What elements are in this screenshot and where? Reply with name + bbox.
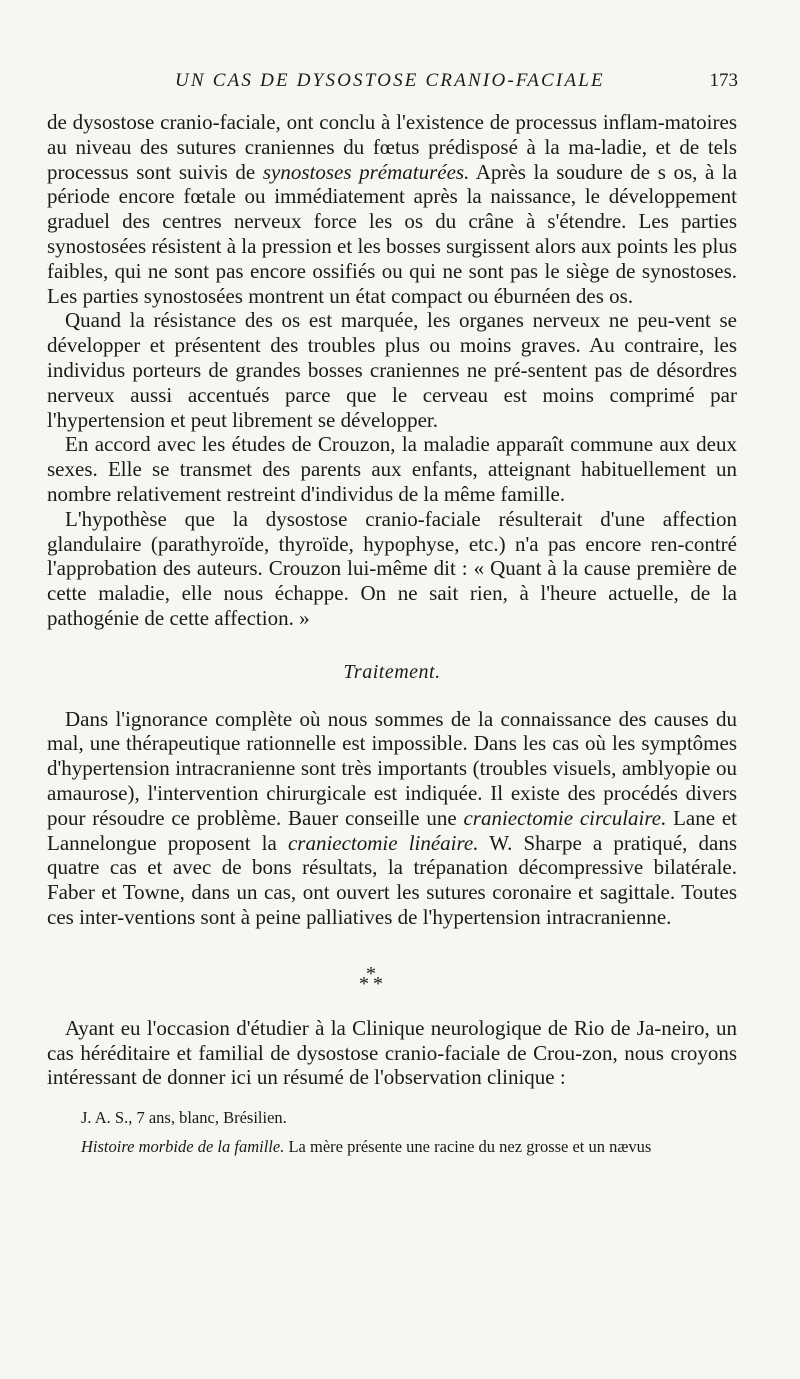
- paragraph-2: Quand la résistance des os est marquée, les organes nerveux ne peu-vent se développer et présentent des troubles plus ou moins graves. Au contraire, les individus porteurs de grandes bosses craniennes ne pré-sentent pas de désordres nerveux aussi accentués parce que le cerveau est moins comprimé par l'hypertension et peut librement se développer.: [47, 308, 737, 432]
- asterism-star-top: *: [366, 962, 376, 985]
- paragraph-1-text: de dysostose cranio-faciale, ont conclu à l'existence de processus inflam-matoires au niveau des sutures craniennes du fœtus prédisposé à la ma-ladie, et de tels processus sont suivis de: [47, 110, 737, 184]
- body-text: [47, 110, 737, 1159]
- paragraph-1: [47, 110, 737, 308]
- asterism-star-left: *: [359, 972, 369, 995]
- family-history-label: Histoire morbide de la famille.: [81, 1137, 285, 1157]
- family-history-line: [63, 1135, 737, 1159]
- paragraph-5-text-a: Dans l'ignorance complète où nous sommes de la connaissance des causes du mal, une thérapeutique rationnelle est impossible. Dans les cas où les symptômes d'hypertension intracranienne sont très importants (troubles visuels, amblyopie ou amaurose), l'intervention chirurgicale est indiquée. Il existe des procédés divers pour résoudre ce problème. Bauer conseille une: [47, 706, 737, 830]
- asterism-divider: [47, 940, 737, 1004]
- paragraph-5-text-b: Lane et Lannelongue proposent la: [47, 805, 737, 855]
- page-header: [150, 70, 738, 100]
- family-history-text: La mère présente une racine du nez grosse et un nævus: [288, 1137, 652, 1157]
- asterism-star-right: *: [373, 972, 383, 995]
- clinical-observation: [47, 1106, 737, 1159]
- running-title: UN CAS DE DYSOSTOSE CRANIO-FACIALE: [175, 70, 605, 91]
- paragraph-5: [47, 707, 737, 930]
- paragraph-4: L'hypothèse que la dysostose cranio-faciale résulterait d'une affection glandulaire (parathyroïde, thyroïde, hypophyse, etc.) n'a pas encore ren-contré l'approbation des auteurs. Crouzon lui-même dit : « Quant à la cause première de cette maladie, elle nous échappe. On ne sait rien, à l'heure actuelle, de la pathogénie de cette affection. »: [47, 506, 737, 630]
- paragraph-5-text-c: W. Sharpe a pratiqué, dans quatre cas et avec de bons résultats, la trépanation décompressive bilatérale. Faber et Towne, dans un cas, ont ouvert les sutures coronaire et sagittale. Toutes ces inter-ventions sont à peine palliatives de l'hypertension intracranienne.: [47, 830, 737, 929]
- page-number: 173: [709, 70, 738, 91]
- paragraph-5-emphasis-2: craniectomie linéaire.: [287, 830, 479, 855]
- paragraph-5-emphasis-1: craniectomie circulaire.: [463, 805, 667, 830]
- paragraph-6: Ayant eu l'occasion d'étudier à la Clinique neurologique de Rio de Ja-neiro, un cas héréditaire et familial de dysostose cranio-faciale de Crou-zon, nous croyons intéressant de donner ici un résumé de l'observation clinique :: [47, 1015, 737, 1090]
- patient-line: J. A. S., 7 ans, blanc, Brésilien.: [81, 1108, 287, 1128]
- paragraph-3: En accord avec les études de Crouzon, la maladie apparaît commune aux deux sexes. Elle se transmet des parents aux enfants, atteignant habituellement un nombre relativement restreint d'individus de la même famille.: [47, 432, 737, 506]
- paragraph-1-emphasis: synostoses prématurées.: [262, 159, 470, 184]
- section-title: Traitement.: [343, 660, 441, 683]
- paragraph-1-rest: Après la soudure de s os, à la période encore fœtale ou immédiatement après la naissance, le développement graduel des centres nerveux force les os du crâne à s'étendre. Les parties synostosées résistent à la pression et les bosses surgissent alors aux points les plus faibles, qui ne sont pas encore ossifiés ou qui ne sont pas le siège de synostoses. Les parties synostosées montrent un état compact ou éburnéen des os.: [47, 159, 738, 308]
